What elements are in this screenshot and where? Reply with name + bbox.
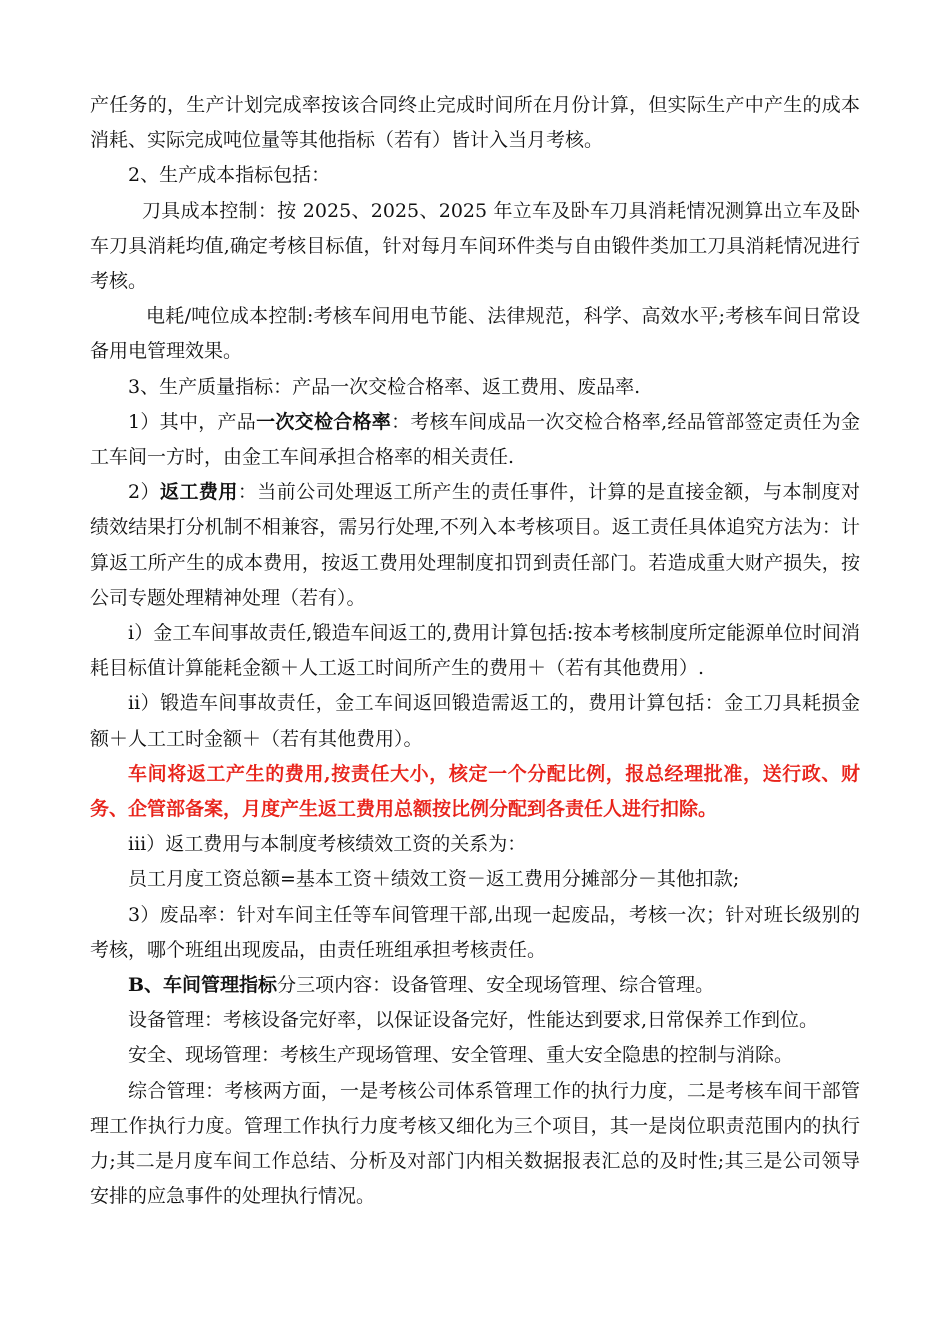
paragraph-rework-cost-allocation: 车间将返工产生的费用,按责任大小，核定一个分配比例，报总经理批准，送行政、财务、企管部备案，月度产生返工费用总额按比例分配到各责任人进行扣除。: [90, 762, 860, 821]
paragraph-tool-cost-control: 刀具成本控制：按 2025、2025、2025 年立车及卧车刀具消耗情况测算出立车及卧车刀具消耗均值,确定考核目标值，针对每月车间环件类与自由锻件类加工刀具消耗情况进行考核。: [90, 199, 860, 293]
paragraph-power-cost-control: 电耗/吨位成本控制:考核车间用电节能、法律规范，科学、高效水平;考核车间日常设备用电管理效果。: [90, 305, 860, 363]
rework-cost-term: 返工费用: [160, 481, 238, 504]
rework-cost-prefix: 2）: [128, 481, 161, 504]
paragraph-forging-accident-responsibility: ii）锻造车间事故责任，金工车间返回锻造需返工的，费用计算包括：金工刀具耗损金额＋人工工时金额＋（若有其他费用）。: [90, 692, 860, 750]
pass-rate-term: 一次交检合格率: [256, 410, 392, 433]
paragraph-rework-salary-relation: iii）返工费用与本制度考核绩效工资的关系为：: [128, 833, 527, 856]
paragraph-scrap-rate: 3）废品率：针对车间主任等车间管理干部,出现一起废品，考核一次；针对班长级别的考核，哪个班组出现废品，由责任班组承担考核责任。: [90, 903, 860, 961]
workshop-management-term: B、车间管理指标: [128, 974, 278, 997]
paragraph-rework-cost: [90, 475, 860, 616]
paragraph-machining-accident-responsibility: i）金工车间事故责任,锻造车间返工的,费用计算包括:按本考核制度所定能源单位时间消耗目标值计算能耗金额＋人工返工时间所产生的费用＋（若有其他费用）.: [90, 622, 860, 680]
paragraph-production-plan-continued: 产任务的，生产计划完成率按该合同终止完成时间所在月份计算，但实际生产中产生的成本消耗、实际完成吨位量等其他指标（若有）皆计入当月考核。: [90, 94, 860, 152]
paragraph-equipment-management: 设备管理：考核设备完好率，以保证设备完好，性能达到要求,日常保养工作到位。: [128, 1009, 819, 1032]
rework-cost-description: ：当前公司处理返工所产生的责任事件，计算的是直接金额，与本制度对绩效结果打分机制不相兼容，需另行处理,不列入本考核项目。返工责任具体追究方法为：计算返工所产生的成本费用，按返工费用处理制度扣罚到责任部门。若造成重大财产损失，按公司专题处理精神处理（若有）。: [90, 481, 860, 609]
workshop-management-description: 分三项内容：设备管理、安全现场管理、综合管理。: [277, 974, 715, 997]
paragraph-quality-indicators-heading: 3、生产质量指标：产品一次交检合格率、返工费用、废品率.: [128, 375, 641, 398]
paragraph-pass-rate: [90, 405, 860, 475]
paragraph-cost-indicators-heading: 2、生产成本指标包括：: [128, 164, 331, 187]
paragraph-salary-formula: 员工月度工资总额=基本工资＋绩效工资－返工费用分摊部分－其他扣款;: [128, 868, 740, 891]
pass-rate-prefix: 1）其中，产品: [128, 410, 257, 433]
paragraph-comprehensive-management: 综合管理：考核两方面，一是考核公司体系管理工作的执行力度，二是考核车间干部管理工作执行力度。管理工作执行力度考核又细化为三个项目，其一是岗位职责范围内的执行力;其二是月度车间工作总结、分析及对部门内相关数据报表汇总的及时性;其三是公司领导安排的应急事件的处理执行情况。: [90, 1079, 860, 1208]
paragraph-workshop-management-indicators: [90, 968, 860, 1003]
paragraph-safety-site-management: 安全、现场管理：考核生产现场管理、安全管理、重大安全隐患的控制与消除。: [128, 1044, 794, 1067]
pass-rate-description: ：考核车间成品一次交检合格率,经品管部签定责任为金工车间一方时，由金工车间承担合格率的相关责任.: [90, 410, 860, 469]
